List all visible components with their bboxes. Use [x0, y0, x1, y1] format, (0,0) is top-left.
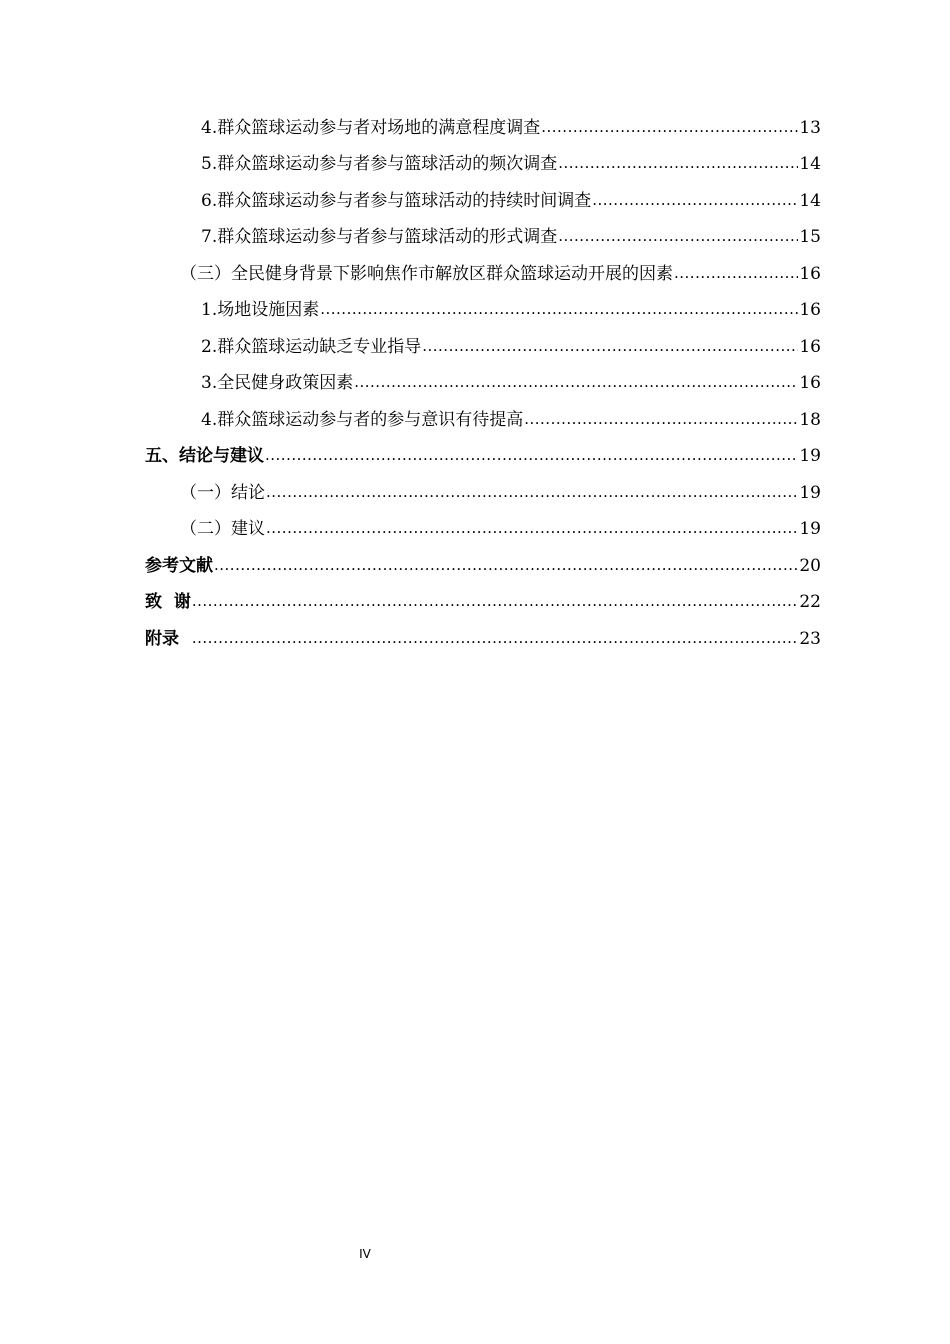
toc-entry-label: 1.场地设施因素 — [201, 300, 320, 320]
toc-dot-leader — [265, 441, 798, 469]
toc-entry-label: 4.群众篮球运动参与者的参与意识有待提高 — [201, 410, 524, 430]
toc-entry[interactable] — [180, 515, 821, 543]
page-number: IV — [359, 1247, 371, 1261]
toc-dot-leader — [422, 332, 798, 360]
toc-entry-page: 19 — [799, 519, 821, 539]
toc-entry-page: 20 — [799, 556, 821, 576]
toc-dot-leader — [320, 295, 798, 323]
toc-entry[interactable] — [145, 552, 821, 580]
toc-entry-page: 16 — [799, 264, 821, 284]
toc-entry[interactable] — [201, 369, 821, 397]
toc-entry[interactable] — [201, 406, 821, 434]
toc-entry-page: 13 — [799, 118, 821, 138]
toc-entry-label: （三）全民健身背景下影响焦作市解放区群众篮球运动开展的因素 — [180, 264, 673, 284]
toc-entry[interactable] — [180, 260, 821, 288]
toc-entry-label: 3.全民健身政策因素 — [201, 373, 354, 393]
toc-entry-page: 22 — [799, 592, 821, 612]
toc-entry-label: （一）结论 — [180, 483, 265, 503]
toc-entry[interactable] — [201, 333, 821, 361]
toc-entry-label: 致 谢 — [145, 592, 191, 612]
toc-entry[interactable] — [201, 187, 821, 215]
toc-entry[interactable] — [201, 296, 821, 324]
toc-dot-leader — [192, 587, 799, 615]
toc-entry-page: 15 — [799, 227, 821, 247]
toc-entry-label: （二）建议 — [180, 519, 265, 539]
toc-dot-leader — [214, 551, 798, 579]
toc-entry[interactable] — [145, 625, 821, 653]
toc-entry-page: 18 — [799, 410, 821, 430]
toc-entry[interactable] — [180, 479, 821, 507]
toc-entry-page: 16 — [799, 337, 821, 357]
toc-dot-leader — [592, 186, 798, 214]
toc-entry-label: 附录 — [145, 629, 191, 649]
toc-dot-leader — [266, 478, 798, 506]
toc-entry-page: 16 — [799, 300, 821, 320]
toc-entry-label: 5.群众篮球运动参与者参与篮球活动的频次调查 — [201, 154, 558, 174]
toc-dot-leader — [524, 405, 798, 433]
toc-entry-label: 参考文献 — [145, 556, 213, 576]
toc-dot-leader — [674, 259, 798, 287]
toc-entry[interactable] — [145, 588, 821, 616]
toc-entry-label: 7.群众篮球运动参与者参与篮球活动的形式调查 — [201, 227, 558, 247]
toc-entry-page: 16 — [799, 373, 821, 393]
toc-entry-label: 6.群众篮球运动参与者参与篮球活动的持续时间调查 — [201, 191, 592, 211]
toc-entry-page: 19 — [799, 446, 821, 466]
toc-dot-leader — [354, 368, 798, 396]
toc-entry[interactable] — [145, 442, 821, 470]
toc-entry-page: 19 — [799, 483, 821, 503]
toc-entry-label: 4.群众篮球运动参与者对场地的满意程度调查 — [201, 118, 541, 138]
toc-entry-page: 14 — [799, 154, 821, 174]
toc-entry-label: 2.群众篮球运动缺乏专业指导 — [201, 337, 422, 357]
toc-dot-leader — [192, 624, 799, 652]
toc-entry[interactable] — [201, 223, 821, 251]
toc-entry-label: 五、结论与建议 — [145, 446, 264, 466]
toc-dot-leader — [558, 149, 798, 177]
toc-entry-page: 23 — [799, 629, 821, 649]
toc-entry[interactable] — [201, 150, 821, 178]
toc-dot-leader — [558, 222, 798, 250]
toc-entry-page: 14 — [799, 191, 821, 211]
toc-entry[interactable] — [201, 114, 821, 142]
toc-dot-leader — [541, 113, 798, 141]
toc-dot-leader — [266, 514, 798, 542]
